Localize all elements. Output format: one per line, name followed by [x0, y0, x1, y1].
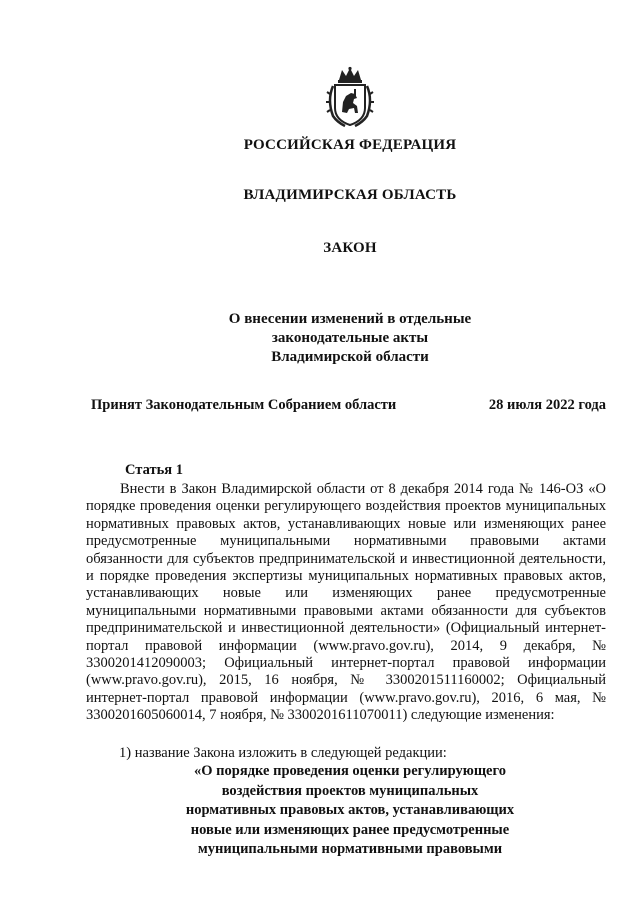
- new-title-line: воздействия проектов муниципальных: [221, 782, 479, 799]
- amendment-item-1: 1) название Закона изложить в следующей редакции:: [119, 745, 447, 761]
- law-title-line: законодательные акты: [271, 330, 429, 346]
- new-title-line: «О порядке проведения оценки регулирующего: [194, 763, 506, 779]
- law-title-line: О внесении изменений в отдельные: [228, 311, 472, 327]
- country-heading: РОССИЙСКАЯ ФЕДЕРАЦИЯ: [243, 137, 457, 153]
- new-law-title: [120, 762, 580, 860]
- law-title-line: Владимирской области: [271, 349, 429, 365]
- adopting-body: Принят Законодательным Собранием области: [91, 397, 397, 413]
- region-heading: ВЛАДИМИРСКАЯ ОБЛАСТЬ: [243, 187, 457, 203]
- new-title-line: новые или изменяющих ранее предусмотренные: [190, 821, 510, 838]
- new-title-line: муниципальными нормативными правовыми: [197, 841, 503, 857]
- new-title-line: нормативных правовых актов, устанавливающих: [185, 802, 515, 818]
- vladimir-oblast-coat-of-arms-icon: [325, 66, 375, 128]
- document-type-heading: ЗАКОН: [323, 240, 377, 256]
- article-title: Статья 1: [125, 462, 183, 478]
- law-title: [0, 310, 640, 367]
- adoption-date: 28 июля 2022 года: [488, 397, 606, 413]
- article-paragraph: Внести в Закон Владимирской области от 8 декабря 2014 года № 146-ОЗ «О порядке проведения оценки регулирующего воздействия проектов муниципальных нормативных правовых актов, устанавливающих новые или изменяющих ранее предусмотренные муниципальными нормативными правовыми актами обязанности для субъектов предпринимательской и инвестиционной деятельности, и порядке проведения экспертизы муниципальных нормативных правовых актов, устанавливающих новые или изменяющих ранее предусмотренные муниципальными нормативными правовыми актами обязанности для субъектов предпринимательской и инвестиционной деятельности» (Официальный интернет-портал правовой информации (www.pravo.gov.ru), 2014, 9 декабря, № 3300201412090003; Официальный интернет-портал правовой информации (www.pravo.gov.ru), 2015, 16 ноября, № 3300201511160002; Официальный интернет-портал правовой информации (www.pravo.gov.ru), 2016, 6 мая, № 3300201605060014, 7 ноября, № 3300201611070011) следующие изменения:: [86, 481, 606, 724]
- adoption-line: [91, 397, 606, 414]
- article-body: [86, 481, 606, 725]
